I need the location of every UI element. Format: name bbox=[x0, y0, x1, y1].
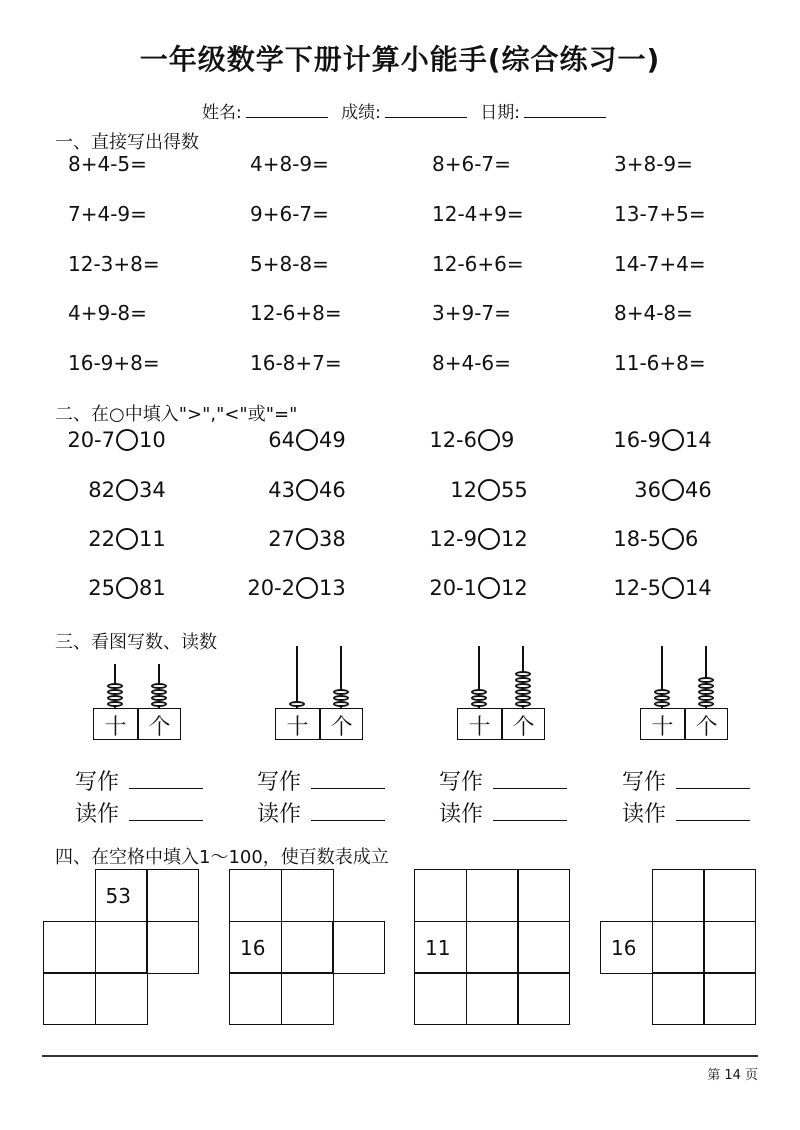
equation-item: 8+4-5= bbox=[68, 152, 147, 176]
read-line bbox=[622, 797, 750, 828]
abacus-bead bbox=[151, 695, 167, 701]
answer-circle[interactable] bbox=[662, 528, 684, 550]
write-line-label: 写作 bbox=[257, 770, 302, 795]
student-info bbox=[202, 98, 614, 123]
abacus-bead bbox=[151, 689, 167, 695]
left-expression: 82 bbox=[88, 478, 115, 502]
grid-cell-blank[interactable] bbox=[332, 921, 385, 974]
tens-label: 十 bbox=[286, 715, 309, 740]
abacus-bead bbox=[151, 701, 167, 707]
abacus-bead bbox=[698, 689, 714, 695]
right-expression: 38 bbox=[319, 527, 346, 551]
abacus bbox=[640, 650, 730, 750]
abacus bbox=[457, 650, 547, 750]
grid-cell-blank[interactable] bbox=[466, 921, 519, 974]
equation-item: 7+4-9= bbox=[68, 202, 147, 226]
grid-cell-blank[interactable] bbox=[517, 921, 570, 974]
equation-item: 12-4+9= bbox=[432, 202, 524, 226]
right-expression: 46 bbox=[319, 478, 346, 502]
abacus-bead bbox=[151, 683, 167, 689]
left-expression: 20-2 bbox=[247, 576, 295, 600]
comparison-item bbox=[429, 428, 514, 452]
section1-heading: 一、直接写出得数 bbox=[55, 132, 199, 153]
grid-cell-blank[interactable] bbox=[281, 921, 334, 974]
abacus-bead bbox=[698, 695, 714, 701]
grid-cell-given bbox=[600, 921, 653, 974]
write-line-label: 写作 bbox=[439, 770, 484, 795]
abacus-bead bbox=[515, 701, 531, 707]
answer-circle[interactable] bbox=[478, 528, 500, 550]
grid-cell-number: 16 bbox=[240, 935, 266, 960]
grid-cell-blank[interactable] bbox=[281, 869, 334, 922]
abacus bbox=[93, 650, 183, 750]
abacus-bead bbox=[107, 683, 123, 689]
answer-circle[interactable] bbox=[478, 577, 500, 599]
ones-label: 个 bbox=[330, 715, 353, 740]
abacus bbox=[275, 650, 365, 750]
score-label: 成绩: bbox=[341, 103, 381, 123]
abacus-bead bbox=[107, 695, 123, 701]
abacus-bead bbox=[333, 695, 349, 701]
grid-cell-blank[interactable] bbox=[517, 869, 570, 922]
grid-cell-blank[interactable] bbox=[652, 921, 705, 974]
abacus-bead bbox=[515, 677, 531, 683]
abacus-bead bbox=[107, 701, 123, 707]
abacus-base bbox=[640, 708, 728, 740]
read-line-label: 读作 bbox=[75, 802, 120, 827]
write-line-blank[interactable] bbox=[676, 770, 750, 789]
ones-label: 个 bbox=[695, 715, 718, 740]
name-label: 姓名: bbox=[202, 103, 242, 123]
grid-cell-blank[interactable] bbox=[146, 921, 199, 974]
comparison-item bbox=[247, 576, 345, 600]
right-expression: 14 bbox=[685, 428, 712, 452]
equation-item: 16-8+7= bbox=[250, 351, 342, 375]
grid-cell-blank[interactable] bbox=[517, 972, 570, 1025]
abacus-bead bbox=[698, 683, 714, 689]
left-expression: 43 bbox=[268, 478, 295, 502]
equation-item: 12-6+8= bbox=[250, 301, 342, 325]
equation-item: 9+6-7= bbox=[250, 202, 329, 226]
comparison-item bbox=[88, 527, 165, 551]
read-line-blank[interactable] bbox=[493, 802, 567, 821]
grid-cell-blank[interactable] bbox=[414, 972, 467, 1025]
abacus-bead bbox=[654, 701, 670, 707]
abacus-base bbox=[93, 708, 181, 740]
comparison-item bbox=[429, 527, 527, 551]
equation-item: 12-3+8= bbox=[68, 252, 160, 276]
left-expression: 20-1 bbox=[429, 576, 477, 600]
abacus-bead bbox=[515, 671, 531, 677]
right-expression: 49 bbox=[319, 428, 346, 452]
read-line-label: 读作 bbox=[439, 802, 484, 827]
abacus-bead bbox=[515, 683, 531, 689]
equation-item: 4+9-8= bbox=[68, 301, 147, 325]
write-line-blank[interactable] bbox=[311, 770, 385, 789]
write-line-label: 写作 bbox=[622, 770, 667, 795]
read-line bbox=[439, 797, 567, 828]
equation-item: 8+6-7= bbox=[432, 152, 511, 176]
left-expression: 25 bbox=[88, 576, 115, 600]
right-expression: 12 bbox=[501, 527, 528, 551]
grid-cell-blank[interactable] bbox=[43, 972, 96, 1025]
section2-heading: 二、在○中填入">","<"或"=" bbox=[55, 404, 298, 425]
right-expression: 13 bbox=[319, 576, 346, 600]
left-expression: 12 bbox=[450, 478, 477, 502]
left-expression: 36 bbox=[634, 478, 661, 502]
left-expression: 12-9 bbox=[429, 527, 477, 551]
tens-label: 十 bbox=[651, 715, 674, 740]
grid-cell-blank[interactable] bbox=[466, 869, 519, 922]
answer-circle[interactable] bbox=[296, 429, 318, 451]
abacus-bead bbox=[333, 689, 349, 695]
grid-cell-number: 11 bbox=[425, 935, 451, 960]
answer-circle[interactable] bbox=[296, 577, 318, 599]
write-line-label: 写作 bbox=[75, 770, 120, 795]
abacus-bead bbox=[471, 689, 487, 695]
tens-rod bbox=[296, 646, 298, 708]
answer-circle[interactable] bbox=[662, 479, 684, 501]
abacus-bead bbox=[515, 695, 531, 701]
left-expression: 27 bbox=[268, 527, 295, 551]
comparison-item bbox=[268, 527, 345, 551]
grid-cell-blank[interactable] bbox=[229, 869, 282, 922]
read-line-blank[interactable] bbox=[129, 802, 203, 821]
read-line-blank[interactable] bbox=[676, 802, 750, 821]
grid-cell-number: 16 bbox=[611, 935, 637, 960]
right-expression: 11 bbox=[139, 527, 166, 551]
equation-item: 5+8-8= bbox=[250, 252, 329, 276]
grid-cell-blank[interactable] bbox=[95, 972, 148, 1025]
abacus-base bbox=[275, 708, 363, 740]
right-expression: 14 bbox=[685, 576, 712, 600]
grid-cell-given bbox=[414, 921, 467, 974]
answer-circle[interactable] bbox=[662, 577, 684, 599]
section3-heading: 三、看图写数、读数 bbox=[55, 632, 217, 653]
comparison-item bbox=[88, 478, 165, 502]
answer-circle[interactable] bbox=[478, 479, 500, 501]
grid-cell-blank[interactable] bbox=[703, 869, 756, 922]
equation-item: 8+4-8= bbox=[614, 301, 693, 325]
answer-circle[interactable] bbox=[116, 528, 138, 550]
write-line bbox=[622, 765, 750, 796]
comparison-item bbox=[268, 428, 345, 452]
answer-circle[interactable] bbox=[296, 528, 318, 550]
right-expression: 55 bbox=[501, 478, 528, 502]
equation-item: 3+9-7= bbox=[432, 301, 511, 325]
write-line-blank[interactable] bbox=[493, 770, 567, 789]
grid-cell-blank[interactable] bbox=[146, 869, 199, 922]
right-expression: 6 bbox=[685, 527, 699, 551]
grid-cell-blank[interactable] bbox=[43, 921, 96, 974]
comparison-item bbox=[268, 478, 345, 502]
read-line-label: 读作 bbox=[257, 802, 302, 827]
page-title: 一年级数学下册计算小能手(综合练习一) bbox=[139, 43, 661, 76]
abacus-bead bbox=[471, 695, 487, 701]
comparison-item bbox=[613, 576, 711, 600]
right-expression: 9 bbox=[501, 428, 515, 452]
abacus-bead bbox=[289, 701, 305, 707]
ones-label: 个 bbox=[148, 715, 171, 740]
abacus-bead bbox=[515, 689, 531, 695]
abacus-bead bbox=[107, 689, 123, 695]
abacus-bead bbox=[698, 677, 714, 683]
write-line bbox=[75, 765, 203, 796]
left-expression: 18-5 bbox=[613, 527, 661, 551]
comparison-item bbox=[613, 527, 698, 551]
equation-item: 8+4-6= bbox=[432, 351, 511, 375]
abacus-bead bbox=[654, 689, 670, 695]
left-expression: 22 bbox=[88, 527, 115, 551]
grid-cell-number: 53 bbox=[105, 884, 131, 908]
read-line bbox=[75, 797, 203, 828]
answer-circle[interactable] bbox=[296, 479, 318, 501]
date-blank[interactable] bbox=[524, 101, 606, 118]
answer-circle[interactable] bbox=[116, 479, 138, 501]
equation-item: 3+8-9= bbox=[614, 152, 693, 176]
tens-label: 十 bbox=[468, 715, 491, 740]
right-expression: 46 bbox=[685, 478, 712, 502]
write-line-blank[interactable] bbox=[129, 770, 203, 789]
grid-cell-blank[interactable] bbox=[95, 921, 148, 974]
answer-circle[interactable] bbox=[116, 429, 138, 451]
equation-item: 11-6+8= bbox=[614, 351, 706, 375]
footer-rule bbox=[42, 1055, 758, 1057]
read-line-label: 读作 bbox=[622, 802, 667, 827]
abacus-bead bbox=[698, 701, 714, 707]
equation-item: 13-7+5= bbox=[614, 202, 706, 226]
comparison-item bbox=[450, 478, 527, 502]
equation-item: 12-6+6= bbox=[432, 252, 524, 276]
read-line-blank[interactable] bbox=[311, 802, 385, 821]
grid-cell-blank[interactable] bbox=[652, 972, 705, 1025]
left-expression: 64 bbox=[268, 428, 295, 452]
grid-cell-given bbox=[95, 869, 148, 922]
answer-circle[interactable] bbox=[478, 429, 500, 451]
comparison-item bbox=[634, 478, 711, 502]
abacus-bead bbox=[471, 701, 487, 707]
abacus-bead bbox=[333, 701, 349, 707]
grid-cell-blank[interactable] bbox=[466, 972, 519, 1025]
left-expression: 16-9 bbox=[613, 428, 661, 452]
grid-cell-blank[interactable] bbox=[652, 869, 705, 922]
comparison-item bbox=[429, 576, 527, 600]
tens-label: 十 bbox=[104, 715, 127, 740]
grid-cell-blank[interactable] bbox=[414, 869, 467, 922]
equation-item: 16-9+8= bbox=[68, 351, 160, 375]
grid-cell-blank[interactable] bbox=[229, 972, 282, 1025]
grid-cell-blank[interactable] bbox=[703, 921, 756, 974]
date-label: 日期: bbox=[480, 103, 521, 123]
left-expression: 12-5 bbox=[613, 576, 661, 600]
read-line bbox=[257, 797, 385, 828]
left-expression: 12-6 bbox=[429, 428, 477, 452]
answer-circle[interactable] bbox=[662, 429, 684, 451]
comparison-item bbox=[613, 428, 711, 452]
right-expression: 12 bbox=[501, 576, 528, 600]
grid-cell-blank[interactable] bbox=[703, 972, 756, 1025]
comparison-item bbox=[88, 576, 165, 600]
ones-label: 个 bbox=[512, 715, 535, 740]
equation-item: 14-7+4= bbox=[614, 252, 706, 276]
section4-heading: 四、在空格中填入1～100，使百数表成立 bbox=[55, 847, 389, 868]
abacus-bead bbox=[654, 695, 670, 701]
write-line bbox=[439, 765, 567, 796]
right-expression: 34 bbox=[139, 478, 166, 502]
name-blank[interactable] bbox=[246, 101, 328, 118]
score-blank[interactable] bbox=[385, 101, 467, 118]
write-line bbox=[257, 765, 385, 796]
answer-circle[interactable] bbox=[116, 577, 138, 599]
page-number: 第 14 页 bbox=[707, 1068, 758, 1083]
comparison-item bbox=[67, 428, 165, 452]
grid-cell-given bbox=[229, 921, 282, 974]
left-expression: 20-7 bbox=[67, 428, 115, 452]
right-expression: 10 bbox=[139, 428, 166, 452]
abacus-base bbox=[457, 708, 545, 740]
right-expression: 81 bbox=[139, 576, 166, 600]
grid-cell-blank[interactable] bbox=[281, 972, 334, 1025]
equation-item: 4+8-9= bbox=[250, 152, 329, 176]
